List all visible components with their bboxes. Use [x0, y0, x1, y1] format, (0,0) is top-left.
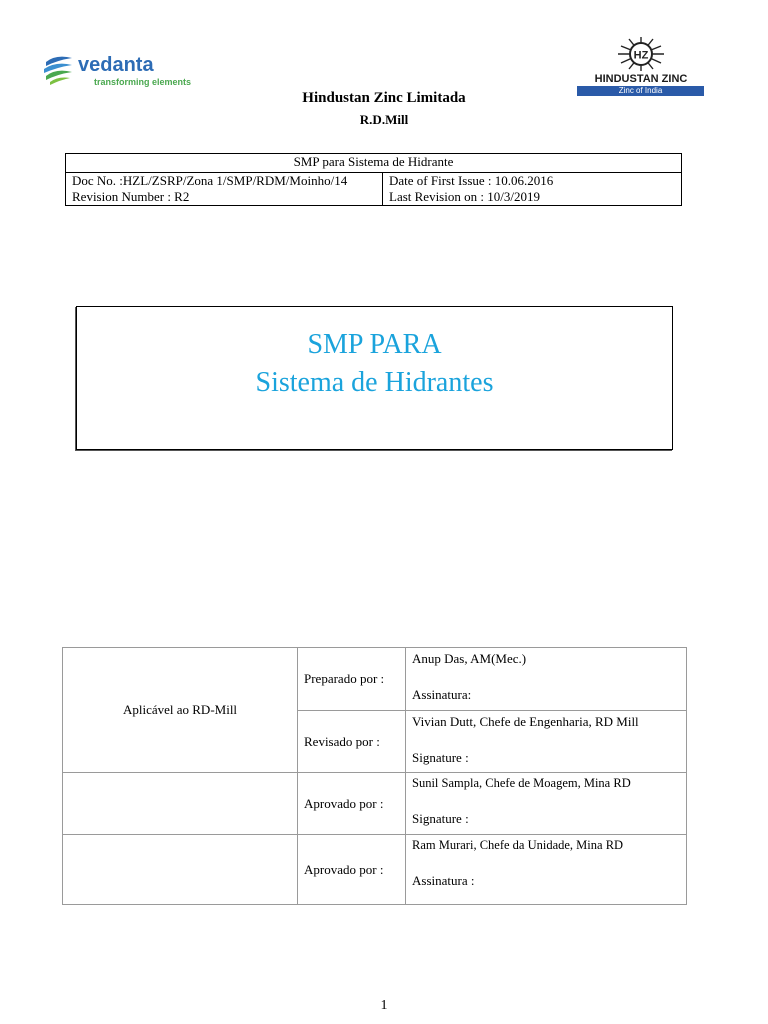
role-label: Revisado por :	[298, 711, 406, 773]
empty-cell	[63, 773, 298, 835]
vedanta-wordmark: vedanta	[78, 54, 154, 76]
applicable-cell: Aplicável ao RD-Mill	[63, 648, 298, 773]
empty-cell	[63, 835, 298, 905]
hz-wordmark: HINDUSTAN ZINC	[594, 73, 688, 85]
hz-tagline-bar: Zinc of India	[577, 86, 704, 96]
doc-heading: SMP para Sistema de Hidrante	[66, 154, 682, 173]
vedanta-tagline: transforming elements	[94, 77, 192, 87]
signature-label: Signature :	[412, 811, 469, 826]
first-issue-date: Date of First Issue : 10.06.2016	[389, 173, 554, 188]
signature-label: Assinatura:	[412, 687, 472, 702]
approver-name: Ram Murari, Chefe da Unidade, Mina RD	[412, 838, 624, 852]
signature-label: Signature :	[412, 750, 469, 765]
unit-name: R.D.Mill	[359, 112, 409, 127]
approver-name: Sunil Sampla, Chefe de Moagem, Mina RD	[412, 776, 631, 790]
title-line-1: SMP PARA	[307, 329, 442, 360]
vedanta-logo	[42, 52, 217, 92]
doc-number: Doc No. :HZL/ZSRP/Zona 1/SMP/RDM/Moinho/14	[72, 173, 348, 188]
role-label: Aprovado por :	[298, 835, 406, 905]
last-revision-date: Last Revision on : 10/3/2019	[389, 189, 540, 204]
approval-table	[62, 647, 687, 905]
approver-cell	[406, 648, 687, 711]
approver-name: Anup Das, AM(Mec.)	[412, 651, 527, 666]
approver-cell	[406, 773, 687, 835]
role-label: Aprovado por :	[298, 773, 406, 835]
role-label: Preparado por :	[298, 648, 406, 711]
title-line-2: Sistema de Hidrantes	[255, 367, 494, 398]
page-number: 1	[380, 998, 388, 1013]
approver-cell	[406, 835, 687, 905]
doc-dates-cell	[383, 173, 682, 206]
approver-name: Vivian Dutt, Chefe de Engenharia, RD Mill	[412, 714, 639, 729]
doc-number-cell	[66, 173, 383, 206]
document-info-table	[65, 153, 682, 206]
revision-number: Revision Number : R2	[72, 189, 190, 204]
signature-label: Assinatura :	[412, 873, 475, 888]
approver-cell	[406, 711, 687, 773]
svg-text:HZ: HZ	[633, 49, 649, 62]
hz-emblem-icon	[611, 36, 671, 72]
hindustan-zinc-logo	[575, 36, 707, 98]
company-name: Hindustan Zinc Limitada	[302, 90, 466, 106]
title-box	[76, 306, 673, 450]
vedanta-leaf-icon	[42, 52, 76, 86]
